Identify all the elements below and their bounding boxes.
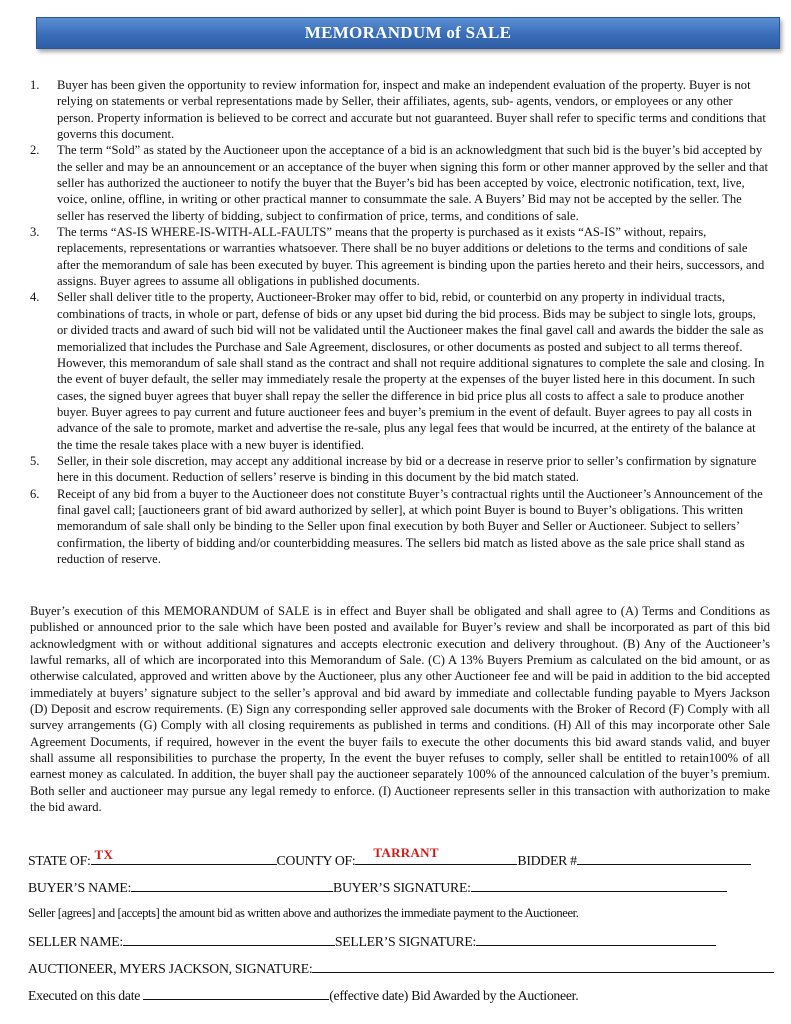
- buyer-signature-field[interactable]: [471, 878, 727, 892]
- term-number: 3.: [30, 225, 40, 240]
- buyer-name-label: BUYER’S NAME:: [28, 880, 132, 895]
- state-value: TX: [94, 847, 114, 862]
- term-item: [30, 77, 768, 142]
- term-text: Receipt of any bid from a buyer to the Auctioneer does not constitute Buyer’s contractual rights until the Auctioneer’s Announcement of the final gavel call; [auctioneers grant of bid award authorized by seller], at which point Buyer is bound to Buyer’s obligations. This written memorandum of sale shall only be binding to the Seller upon final execution by both Buyer and Seller or Auctioneer. Subject to sellers’ confirmation, the liberty of bidding and/or counterbidding measures. The sellers bid match as listed above as the sale price shall stand as reduction of reserve.: [57, 486, 763, 566]
- term-number: 5.: [30, 453, 40, 468]
- term-item: [30, 486, 768, 568]
- bidder-field[interactable]: [577, 851, 751, 865]
- seller-signature-field[interactable]: [476, 932, 716, 946]
- seller-name-field[interactable]: [123, 932, 335, 946]
- bidder-label: BIDDER #: [517, 853, 577, 868]
- executed-suffix: (effective date) Bid Awarded by the Auctioneer.: [329, 988, 579, 1003]
- buyer-signature-label: BUYER’S SIGNATURE:: [333, 880, 471, 895]
- term-item: [30, 453, 768, 486]
- seller-name-label: SELLER NAME:: [28, 934, 123, 949]
- term-item: [30, 289, 768, 452]
- document-title: MEMORANDUM of SALE: [36, 17, 780, 49]
- term-number: 6.: [30, 486, 40, 501]
- term-text: Seller, in their sole discretion, may accept any additional increase by bid or a decrease in reserve prior to seller’s confirmation by signature here in this document. Reduction of sellers’ reserve is binding in this document by the bid match stated.: [57, 453, 757, 485]
- seller-signature-label: SELLER’S SIGNATURE:: [334, 934, 476, 949]
- term-text: Buyer has been given the opportunity to review information for, inspect and make an independent evaluation of the property. Buyer is not relying on statements or verbal representations made by Seller, their affiliates, agents, sub- agents, vendors, or employees or any other person. Property information is believed to be correct and accurate but not guaranteed. Buyer shall refer to specific terms and conditions that governs this document.: [57, 78, 766, 142]
- terms-list: [30, 77, 768, 567]
- county-value: TARRANT: [373, 845, 439, 860]
- term-text: The term “Sold” as stated by the Auctioneer upon the acceptance of a bid is an acknowledgment that such bid is the buyer’s bid accepted by the seller and may be an announcement or an acceptance of the buyer when signing this form or other manner approved by the seller and that seller has authorized the auctioneer to notify the buyer that the Buyer’s bid has been accepted by voice, electronic notification, text, live, voice, online, offline, in writing or other practical manner to consummate the sale. A Buyers’ Bid may not be accepted by the seller. The seller has reserved the liberty of bidding, subject to confirmation of price, terms, and conditions of sale.: [57, 143, 768, 223]
- term-number: 1.: [30, 78, 40, 92]
- buyer-name-field[interactable]: [131, 878, 333, 892]
- executed-prefix: Executed on this date: [28, 988, 141, 1003]
- executed-date-field[interactable]: [143, 986, 329, 1000]
- seller-statement: Seller [agrees] and [accepts] the amount bid as written above and authorizes the immediate payment to the Auctioneer.: [28, 906, 579, 920]
- term-item: [30, 224, 768, 289]
- obligations-paragraph: Buyer’s execution of this MEMORANDUM of SALE is in effect and Buyer shall be obligated and shall agree to (A) Terms and Conditions as published or announced prior to the sale which have been posted and available for Buyer’s review and shall be incorporated as part of this bid acknowledgment with or without additional signatures and accepts electronic execution and delivery throughout. (B) Any of the Auctioneer’s lawful remarks, all of which are incorporated into this Memorandum of Sale. (C) A 13% Buyers Premium as calculated on the bid amount, or as otherwise calculated, approved and written above by the Auctioneer, plus any other Auctioneer fee and will be paid in addition to the bid accepted immediately at buyers’ signature subject to the seller’s approval and bid award by immediate and collectable funding payable to Myers Jackson (D) Deposit and escrow requirements. (E) Sign any corresponding seller approved sale documents with the Broker of Record (F) Comply with all survey arrangements (G) Comply with all closing requirements as published in terms and conditions. (H) All of this may incorporate other Sale Agreement Documents, if required, however in the event the buyer fails to execute the other documents this bid award stands valid, and buyer shall assume all responsibilities to purchase the property, In the event the buyer refuses to comply, seller shall be entitled to retain100% of all earnest money as calculated. In addition, the buyer shall pay the auctioneer separately 100% of the announced calculation of the buyer’s premium. Both seller and auctioneer may pursue any legal remedy to enforce. (I) Auctioneer represents seller in this transaction with authorization to make the bid award.: [30, 604, 770, 815]
- term-number: 2.: [30, 143, 40, 158]
- buyer-row: [28, 878, 727, 896]
- term-text: Seller shall deliver title to the property, Auctioneer-Broker may offer to bid, rebid, or counterbid on any property in individual tracts, combinations of tracts, in whole or part, defense of bids or any upset bid during the bid process. Bids may be subject to single lots, groups, or divided tracts and award of such bid will not be validated until the Auctioneer makes the final gavel call and awards the bidder the sale as memorialized that includes the Purchase and Sale Agreement, disclosures, or other documents as posted and subject to all terms thereof. However, this memorandum of sale shall stand as the contract and shall not require additional signatures to complete the sale and closing. In the event of buyer default, the seller may immediately resale the property at the expenses of the buyer listed here in this document. In such cases, the signed buyer agrees that buyer shall repay the seller the difference in bid price plus all costs to affect a sale to produce another buyer. Buyer agrees to pay current and future auctioneer fees and buyer’s premium in the event of default. Buyer agrees to pay all costs in advance of the sale to promote, market and advertise the re-sale, plus any legal fees that would be incurred, at the entirety of the balance at the time the resale takes place with a new buyer is identified.: [57, 290, 765, 452]
- seller-row: [28, 932, 716, 950]
- state-label: STATE OF:: [28, 853, 91, 868]
- term-text: The terms “AS-IS WHERE-IS-WITH-ALL-FAULTS” means that the property is purchased as it exists “AS-IS” without, repairs, replacements, representations or warranties whatsoever. There shall be no buyer additions or deletions to the terms and conditions of sale after the memorandum of sale has been executed by buyer. This agreement is binding upon the parties hereto and their heirs, successors, and assigns. Buyer agrees to assume all obligations in published documents.: [57, 225, 765, 289]
- state-county-bidder-row: [28, 845, 751, 869]
- auctioneer-row: [28, 959, 774, 977]
- auctioneer-signature-field[interactable]: [312, 959, 774, 973]
- term-number: 4.: [30, 290, 40, 305]
- executed-row: [28, 986, 578, 1004]
- state-field[interactable]: [91, 847, 277, 865]
- auctioneer-signature-label: AUCTIONEER, MYERS JACKSON, SIGNATURE:: [28, 961, 313, 976]
- county-label: COUNTY OF:: [276, 853, 356, 868]
- county-field[interactable]: [355, 845, 517, 865]
- term-item: [30, 142, 768, 224]
